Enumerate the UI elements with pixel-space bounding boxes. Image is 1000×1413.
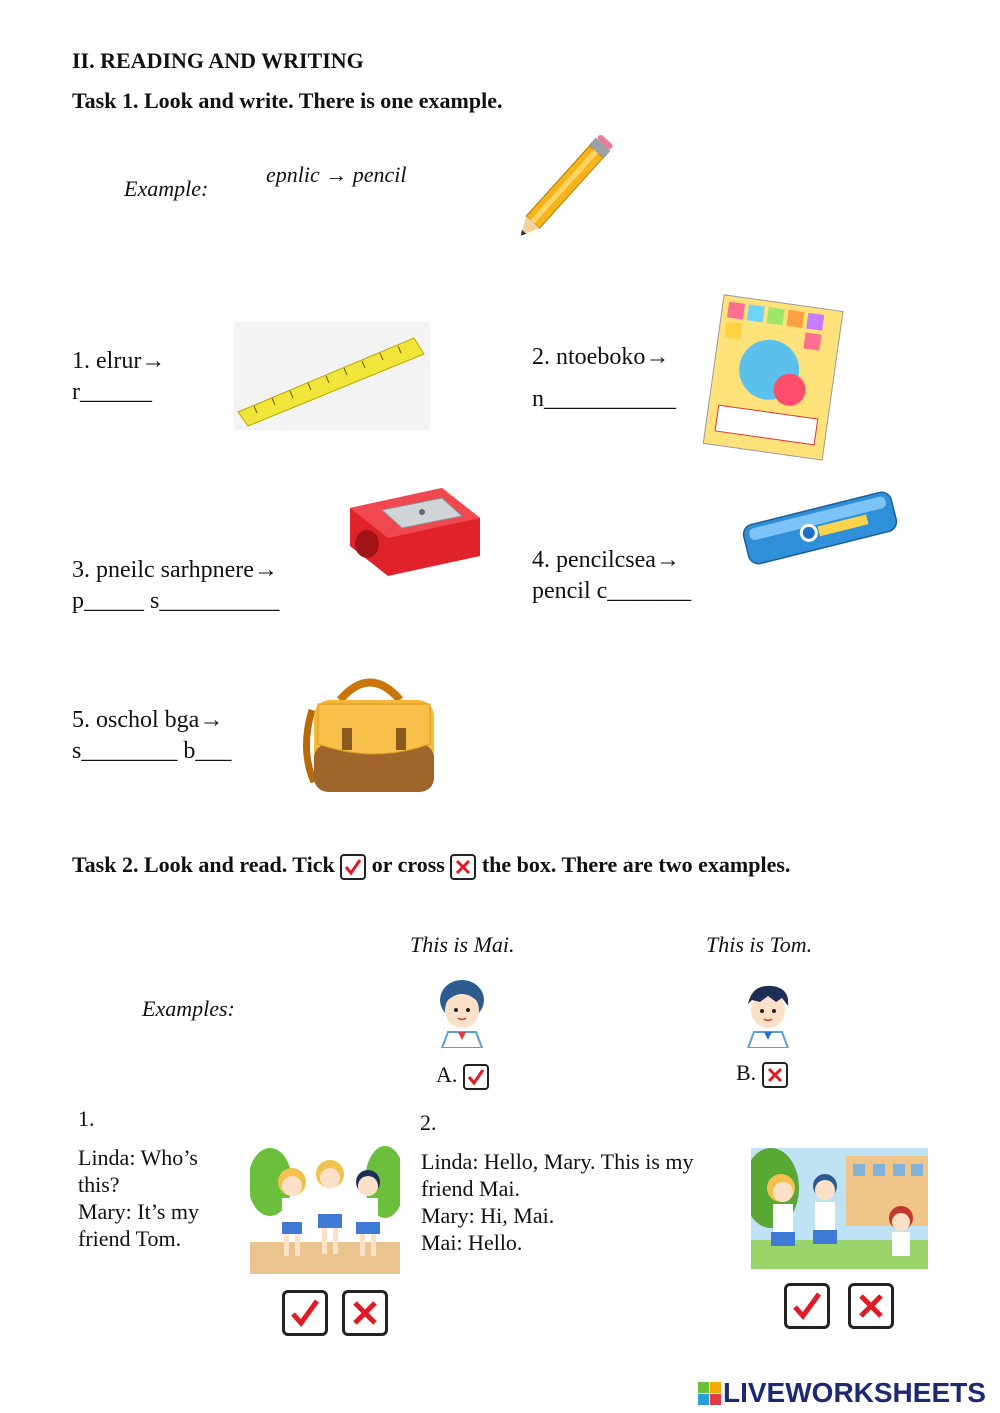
pencil-case-image — [738, 488, 903, 573]
q2-line: Mary: Hi, Mai. — [421, 1203, 555, 1228]
example-text: epnlic → pencil — [266, 162, 407, 187]
sharpener-image — [342, 478, 487, 583]
q1-line: Linda: Who’s — [78, 1145, 198, 1170]
liveworksheets-logo — [698, 1378, 986, 1408]
tom-avatar — [738, 978, 798, 1053]
q1-line: friend Tom. — [78, 1226, 182, 1251]
q1-cross-box[interactable] — [342, 1290, 388, 1336]
mai-avatar — [432, 976, 492, 1053]
task1-title: Task 1. Look and write. There is one example. — [72, 88, 503, 113]
item-4-answer[interactable]: pencil c_______ — [532, 578, 692, 604]
example-a-label: A. — [436, 1062, 458, 1087]
q2-number: 2. — [420, 1110, 437, 1135]
task2-title-part1: Task 2. Look and read. Tick — [72, 852, 335, 877]
notebook-image — [693, 292, 848, 469]
q2-illustration — [751, 1148, 928, 1269]
item-5-answer[interactable]: s________ b___ — [72, 738, 232, 764]
ruler-image — [234, 322, 430, 430]
item-2-question: 2. ntoeboko→ — [532, 344, 670, 370]
item-5-question: 5. oschol bga→ — [72, 707, 224, 733]
q1-line: this? — [78, 1172, 120, 1197]
item-1-question: 1. elrur→ — [72, 348, 166, 374]
task2-title-part3: the box. There are two examples. — [481, 852, 791, 877]
q2-line: Linda: Hello, Mary. This is my — [421, 1149, 694, 1174]
q1-line: Mary: It’s my — [78, 1199, 199, 1224]
pencil-image — [500, 130, 635, 250]
school-bag-image — [300, 670, 440, 800]
q1-dialogue — [78, 1144, 199, 1252]
caption-a: This is Mai. — [410, 932, 515, 957]
cross-icon — [450, 854, 476, 880]
example-b-label: B. — [736, 1060, 757, 1085]
q2-line: friend Mai. — [421, 1176, 520, 1201]
item-3-answer[interactable]: p_____ s__________ — [72, 588, 280, 614]
tick-icon — [340, 854, 366, 880]
example-label: Example: — [124, 176, 209, 201]
example-b-cross-icon — [762, 1062, 788, 1088]
item-1-answer[interactable]: r______ — [72, 379, 152, 405]
item-4-question: 4. pencilcsea→ — [532, 547, 680, 573]
q2-cross-box[interactable] — [848, 1283, 894, 1329]
q1-number: 1. — [78, 1106, 95, 1131]
item-4 — [532, 545, 691, 607]
item-5 — [72, 705, 231, 767]
q1-tick-box[interactable] — [282, 1290, 328, 1336]
q2-tick-box[interactable] — [784, 1283, 830, 1329]
task2-title-part2: or cross — [371, 852, 445, 877]
example-b — [736, 1060, 788, 1088]
q2-dialogue — [421, 1148, 694, 1256]
item-1 — [72, 348, 165, 406]
section-title: II. READING AND WRITING — [72, 48, 364, 73]
item-3 — [72, 555, 279, 617]
examples-label: Examples: — [142, 996, 235, 1021]
item-3-question: 3. pneilc sarhpnere→ — [72, 557, 278, 583]
example-a-tick-icon — [463, 1064, 489, 1090]
q1-illustration — [250, 1142, 400, 1274]
caption-b: This is Tom. — [706, 932, 813, 957]
example-a — [436, 1062, 489, 1090]
item-2-answer[interactable]: n___________ — [532, 386, 676, 412]
task2-title — [72, 852, 790, 880]
item-2 — [532, 342, 676, 414]
logo-text: LIVEWORKSHEETS — [723, 1377, 986, 1408]
logo-mark-icon — [698, 1382, 721, 1405]
q2-line: Mai: Hello. — [421, 1230, 523, 1255]
